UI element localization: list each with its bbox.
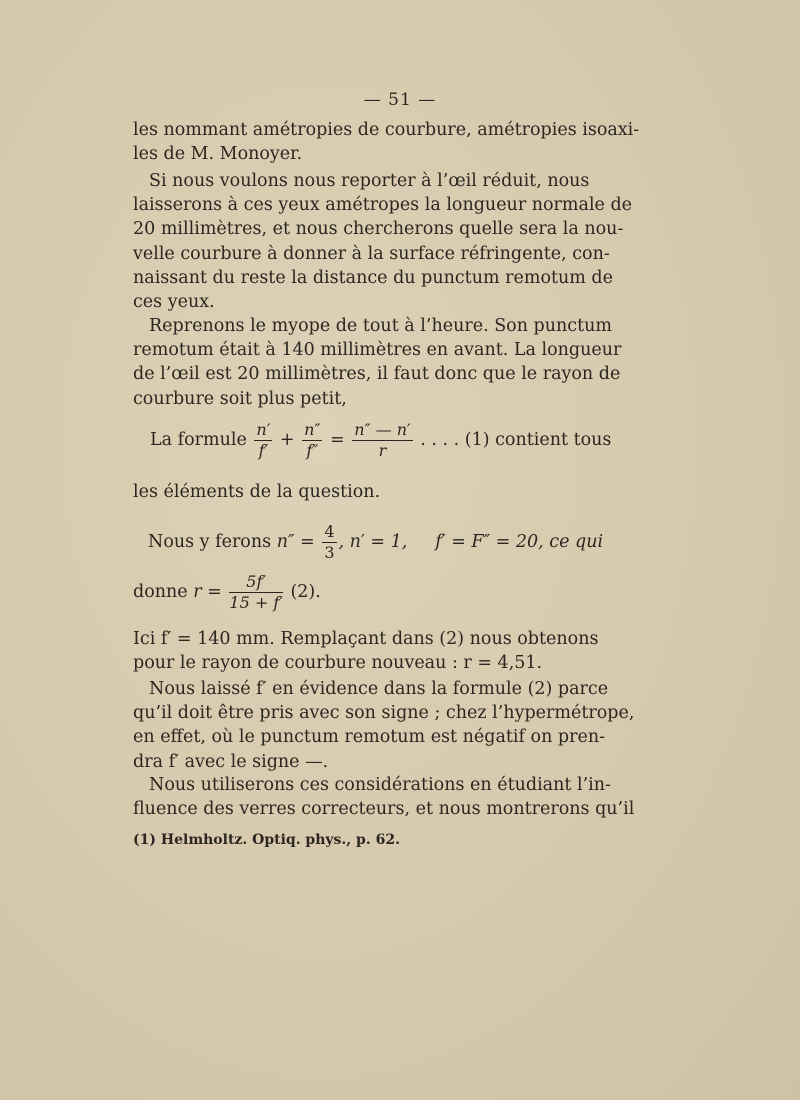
text-line: qu’il doit être pris avec son signe ; chez l’hypermétrope,: [133, 703, 635, 724]
footnote: (1) Helmholtz. Optiq. phys., p. 62.: [133, 832, 400, 848]
fraction: $\frac{4}{3}$: [324, 522, 335, 562]
text-line: Si nous voulons nous reporter à l’œil réduit, nous: [149, 171, 590, 191]
text-line: naissant du reste la distance du punctum remotum de: [133, 267, 613, 288]
text-line: pour le rayon de courbure nouveau : r = 4,51.: [133, 653, 543, 674]
text-line: Nous laissé f′ en évidence dans la formule (2) parce: [149, 679, 609, 699]
text-line: 20 millimètres, et nous chercherons quelle sera la nou-: [133, 219, 624, 240]
text-line: Nous utiliserons ces considérations en étudiant l’in-: [149, 775, 611, 795]
text-line: laisserons à ces yeux amétropes la longueur normale de: [133, 195, 633, 216]
text-line: fluence des verres correcteurs, et nous montrerons qu’il: [133, 799, 635, 820]
text-line: ces yeux.: [133, 292, 215, 313]
text-line: les de M. Monoyer.: [133, 144, 303, 165]
paragraph-6: [133, 677, 635, 774]
paragraph-1: [133, 118, 640, 166]
fraction: $\frac{n'}{f'}$: [256, 420, 271, 460]
formula-1: La formule $\frac{n'}{f'}$ + $\frac{n''}{f''}$ = $\frac{n'' — n'}{r}$ . . . . (1) contient tous: [150, 420, 612, 460]
paragraph-7: [133, 773, 635, 821]
text-line: Ici f′ = 140 mm. Remplaçant dans (2) nous obtenons: [133, 629, 599, 649]
paragraph-3: [133, 314, 622, 411]
text-line: les nommant amétropies de courbure, amétropies isoaxi-: [133, 120, 640, 140]
paragraph-5: [133, 627, 599, 675]
formula-lead: La formule: [150, 430, 247, 450]
paragraph-2: [133, 169, 633, 314]
formula-2: Nous y ferons n″ = $\frac{4}{3}$ , n′ = 1, f′ = F″ = 20, ce qui: [148, 522, 604, 562]
fraction: $\frac{5f'}{15 + f'}$: [229, 572, 283, 612]
text-line: Reprenons le myope de tout à l’heure. Son punctum: [149, 316, 612, 336]
page-number: — 51 —: [363, 90, 437, 110]
fraction: $\frac{n''}{f''}$: [304, 420, 321, 460]
text-line: remotum était à 140 millimètres en avant. La longueur: [133, 340, 622, 361]
text-line: dra f′ avec le signe —.: [133, 751, 329, 772]
text-line: de l’œil est 20 millimètres, il faut donc que le rayon de: [133, 364, 621, 385]
fraction: $\frac{n'' — n'}{r}$: [354, 420, 411, 460]
formula-tail: . . . . (1) contient tous: [420, 430, 612, 450]
formula-3: donne r = $\frac{5f'}{15 + f'}$ (2).: [133, 572, 321, 612]
text-line: les éléments de la question.: [133, 482, 381, 502]
text-line: en effet, où le punctum remotum est négatif on pren-: [133, 727, 606, 748]
text-line: velle courbure à donner à la surface réfringente, con-: [133, 243, 610, 264]
text-line: courbure soit plus petit,: [133, 388, 347, 409]
paragraph-4: [133, 480, 571, 504]
